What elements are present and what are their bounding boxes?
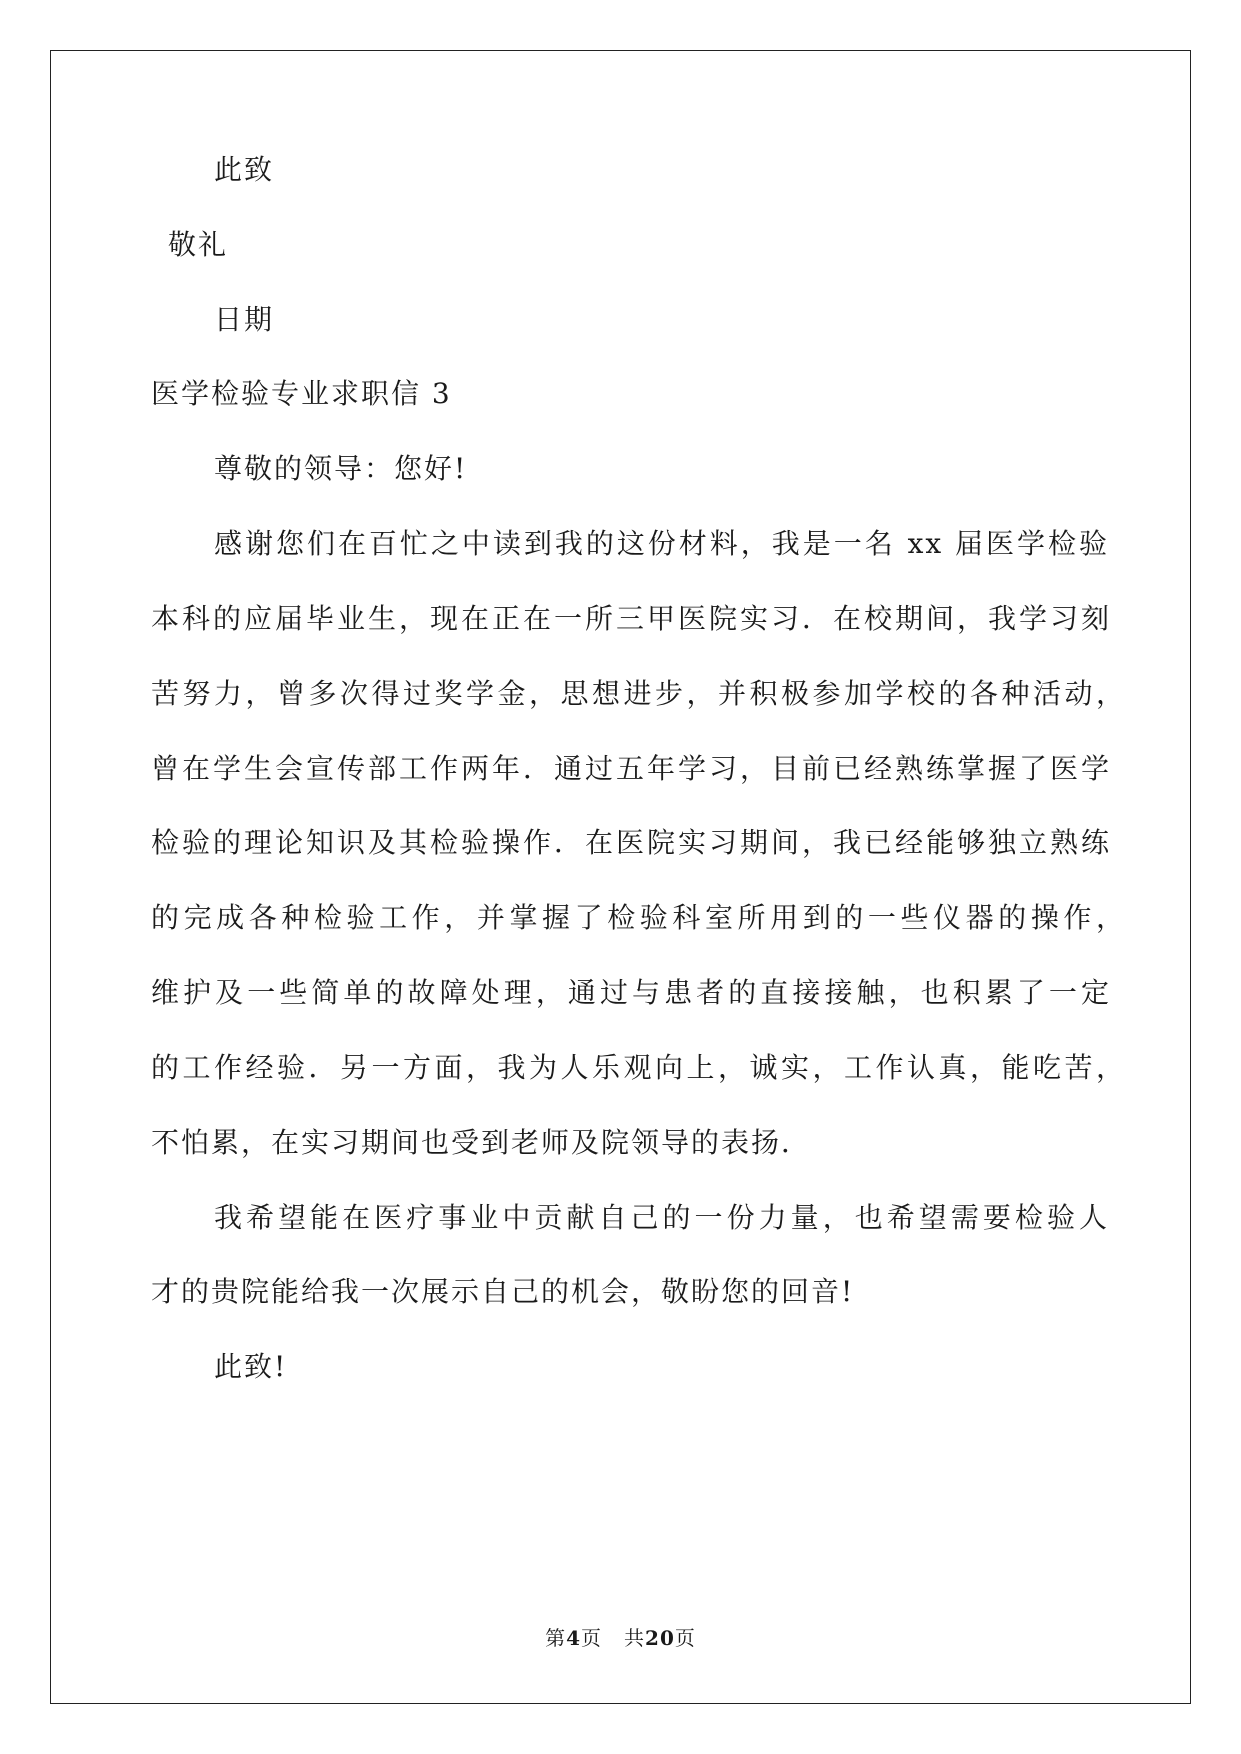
section-title: 医学检验专业求职信 3 [151, 377, 452, 410]
closing-text: 此致 [214, 153, 275, 186]
paragraph-line: 检验的理论知识及其检验操作．在医院实习期间，我已经能够独立熟练 [151, 826, 1111, 859]
total-suffix: 页 [674, 1626, 696, 1650]
paragraph-line: 我希望能在医疗事业中贡献自己的一份力量，也希望需要检验人 [214, 1201, 1109, 1234]
paragraph-line: 感谢您们在百忙之中读到我的这份材料，我是一名 xx 届医学检验 [214, 527, 1109, 560]
paragraph-line: 维护及一些简单的故障处理，通过与患者的直接接触，也积累了一定 [151, 976, 1111, 1009]
page-number: 4 [566, 1626, 582, 1650]
paragraph-line: 的工作经验．另一方面，我为人乐观向上，诚实，工作认真，能吃苦， [151, 1051, 1126, 1084]
paragraph-line: 本科的应届毕业生，现在正在一所三甲医院实习．在校期间，我学习刻 [151, 602, 1111, 635]
paragraph-line: 才的贵院能给我一次展示自己的机会，敬盼您的回音! [151, 1275, 855, 1308]
greeting-text: 尊敬的领导：您好! [214, 452, 468, 485]
page-prefix: 第 [545, 1626, 567, 1650]
paragraph-line: 苦努力，曾多次得过奖学金，思想进步，并积极参加学校的各种活动， [151, 677, 1126, 710]
paragraph-line: 曾在学生会宣传部工作两年．通过五年学习，目前已经熟练掌握了医学 [151, 752, 1111, 785]
closing-text: 此致! [214, 1350, 288, 1383]
total-pages: 20 [645, 1626, 675, 1650]
paragraph-line: 的完成各种检验工作，并掌握了检验科室所用到的一些仪器的操作， [151, 901, 1126, 934]
date-label: 日期 [214, 303, 275, 336]
page-suffix: 页 [581, 1626, 603, 1650]
paragraph-line: 不怕累，在实习期间也受到老师及院领导的表扬． [151, 1126, 812, 1159]
total-prefix: 共 [624, 1626, 646, 1650]
salutation-text: 敬礼 [168, 228, 229, 261]
page-footer [0, 1626, 1241, 1650]
page-border [50, 50, 1191, 1704]
